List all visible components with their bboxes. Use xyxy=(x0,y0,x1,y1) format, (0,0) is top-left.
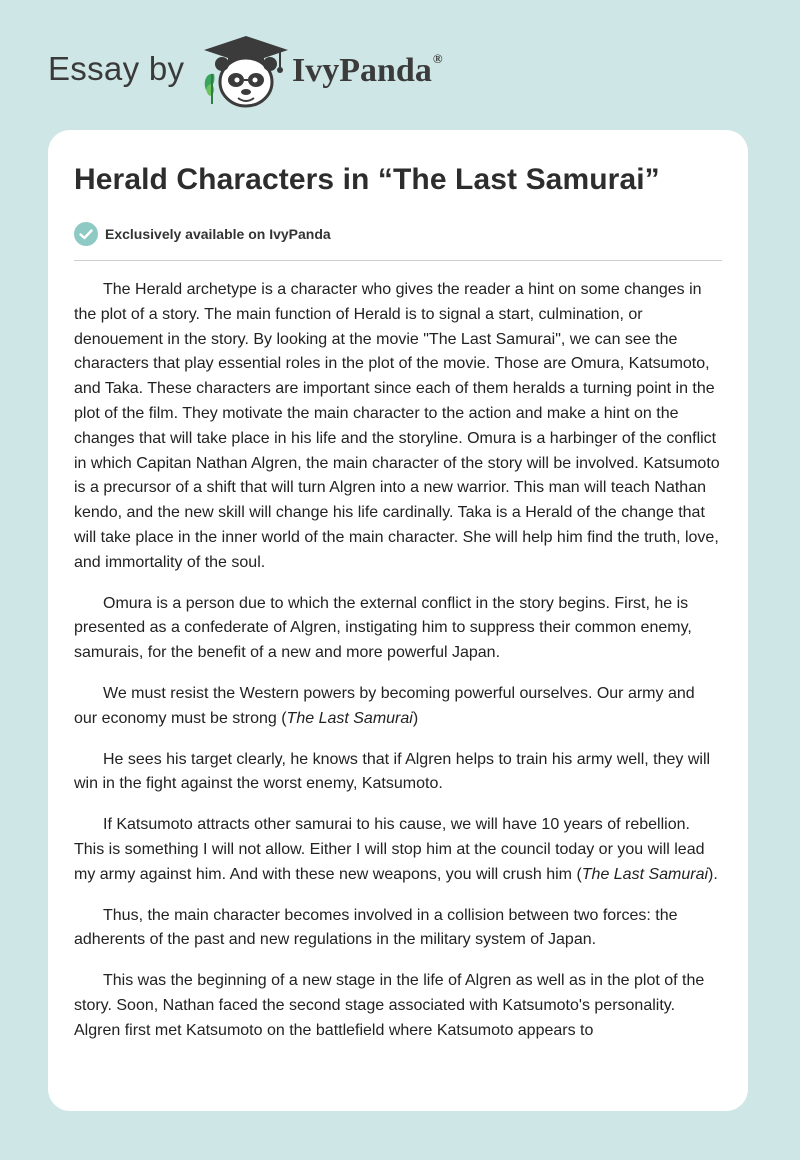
essay-body xyxy=(74,278,722,1060)
exclusive-badge-label: Exclusively available on IvyPanda xyxy=(105,226,331,242)
essay-title: Herald Characters in “The Last Samurai” xyxy=(74,163,660,196)
quote-close: ) xyxy=(412,709,419,727)
quote-paragraph xyxy=(74,813,722,887)
title-divider xyxy=(74,260,722,261)
paragraph: He sees his target clearly, he knows that if Algren helps to train his army well, they will win in the fight against the worst enemy, Katsumoto. xyxy=(74,750,711,793)
site-header xyxy=(0,0,800,128)
quote-text: If Katsumoto attracts other samurai to his cause, we will have 10 years of rebellion. This is something I will not allow. Either I will stop him at the council today or you will lead my army against him. And with these new weapons, you will crush him ( xyxy=(74,816,705,883)
quote-close: ). xyxy=(708,865,718,883)
quote-text: We must resist the Western powers by becoming powerful ourselves. Our army and our economy must be strong ( xyxy=(74,684,695,727)
registered-mark: ® xyxy=(432,50,443,66)
quote-citation: The Last Samurai xyxy=(286,709,413,727)
paragraph: Omura is a person due to which the external conflict in the story begins. First, he is presented as a confederate of Algren, instigating him to suppress their common enemy, samurais, for the benefit of a new and more powerful Japan. xyxy=(74,594,692,662)
exclusive-badge xyxy=(74,222,331,246)
paragraph: The Herald archetype is a character who gives the reader a hint on some changes in the plot of a story. The main function of Herald is to signal a start, culmination, or denouement in the story. By looking at the movie "The Last Samurai", we can see the characters that play essential roles in the plot of the movie. Those are Omura, Katsumoto, and Taka. These characters are important since each of them heralds a turning point in the plot of the film. They motivate the main character to the action and make a hint on the changes that will take place in his life and the storyline. Omura is a harbinger of the conflict in which Capitan Nathan Algren, the main character of the story will be involved. Katsumoto is a precursor of a shift that will turn Algren into a new warrior. This man will teach Nathan kendo, and the new skill will change his life cardinally. Taka is a Herald of the change that will take place in the inner world of the main character. She will help him find the truth, love, and immortality of the soul. xyxy=(74,281,720,571)
brand-name: IvyPanda xyxy=(292,52,432,89)
essay-card xyxy=(48,130,748,1111)
panda-graduate-icon[interactable] xyxy=(200,34,292,110)
brand-logo-text[interactable] xyxy=(292,52,443,90)
essay-by-label: Essay by xyxy=(48,50,185,87)
paragraph: This was the beginning of a new stage in the life of Algren as well as in the plot of the story. Soon, Nathan faced the second stage associated with Katsumoto's personality. Algren first met Katsumoto on the battlefield where Katsumoto appears to xyxy=(74,972,705,1039)
quote-paragraph xyxy=(74,682,722,732)
quote-citation: The Last Samurai xyxy=(581,865,709,883)
check-circle-icon xyxy=(74,222,98,246)
paragraph: Thus, the main character becomes involved in a collision between two forces: the adherents of the past and new regulations in the military system of Japan. xyxy=(74,906,678,949)
